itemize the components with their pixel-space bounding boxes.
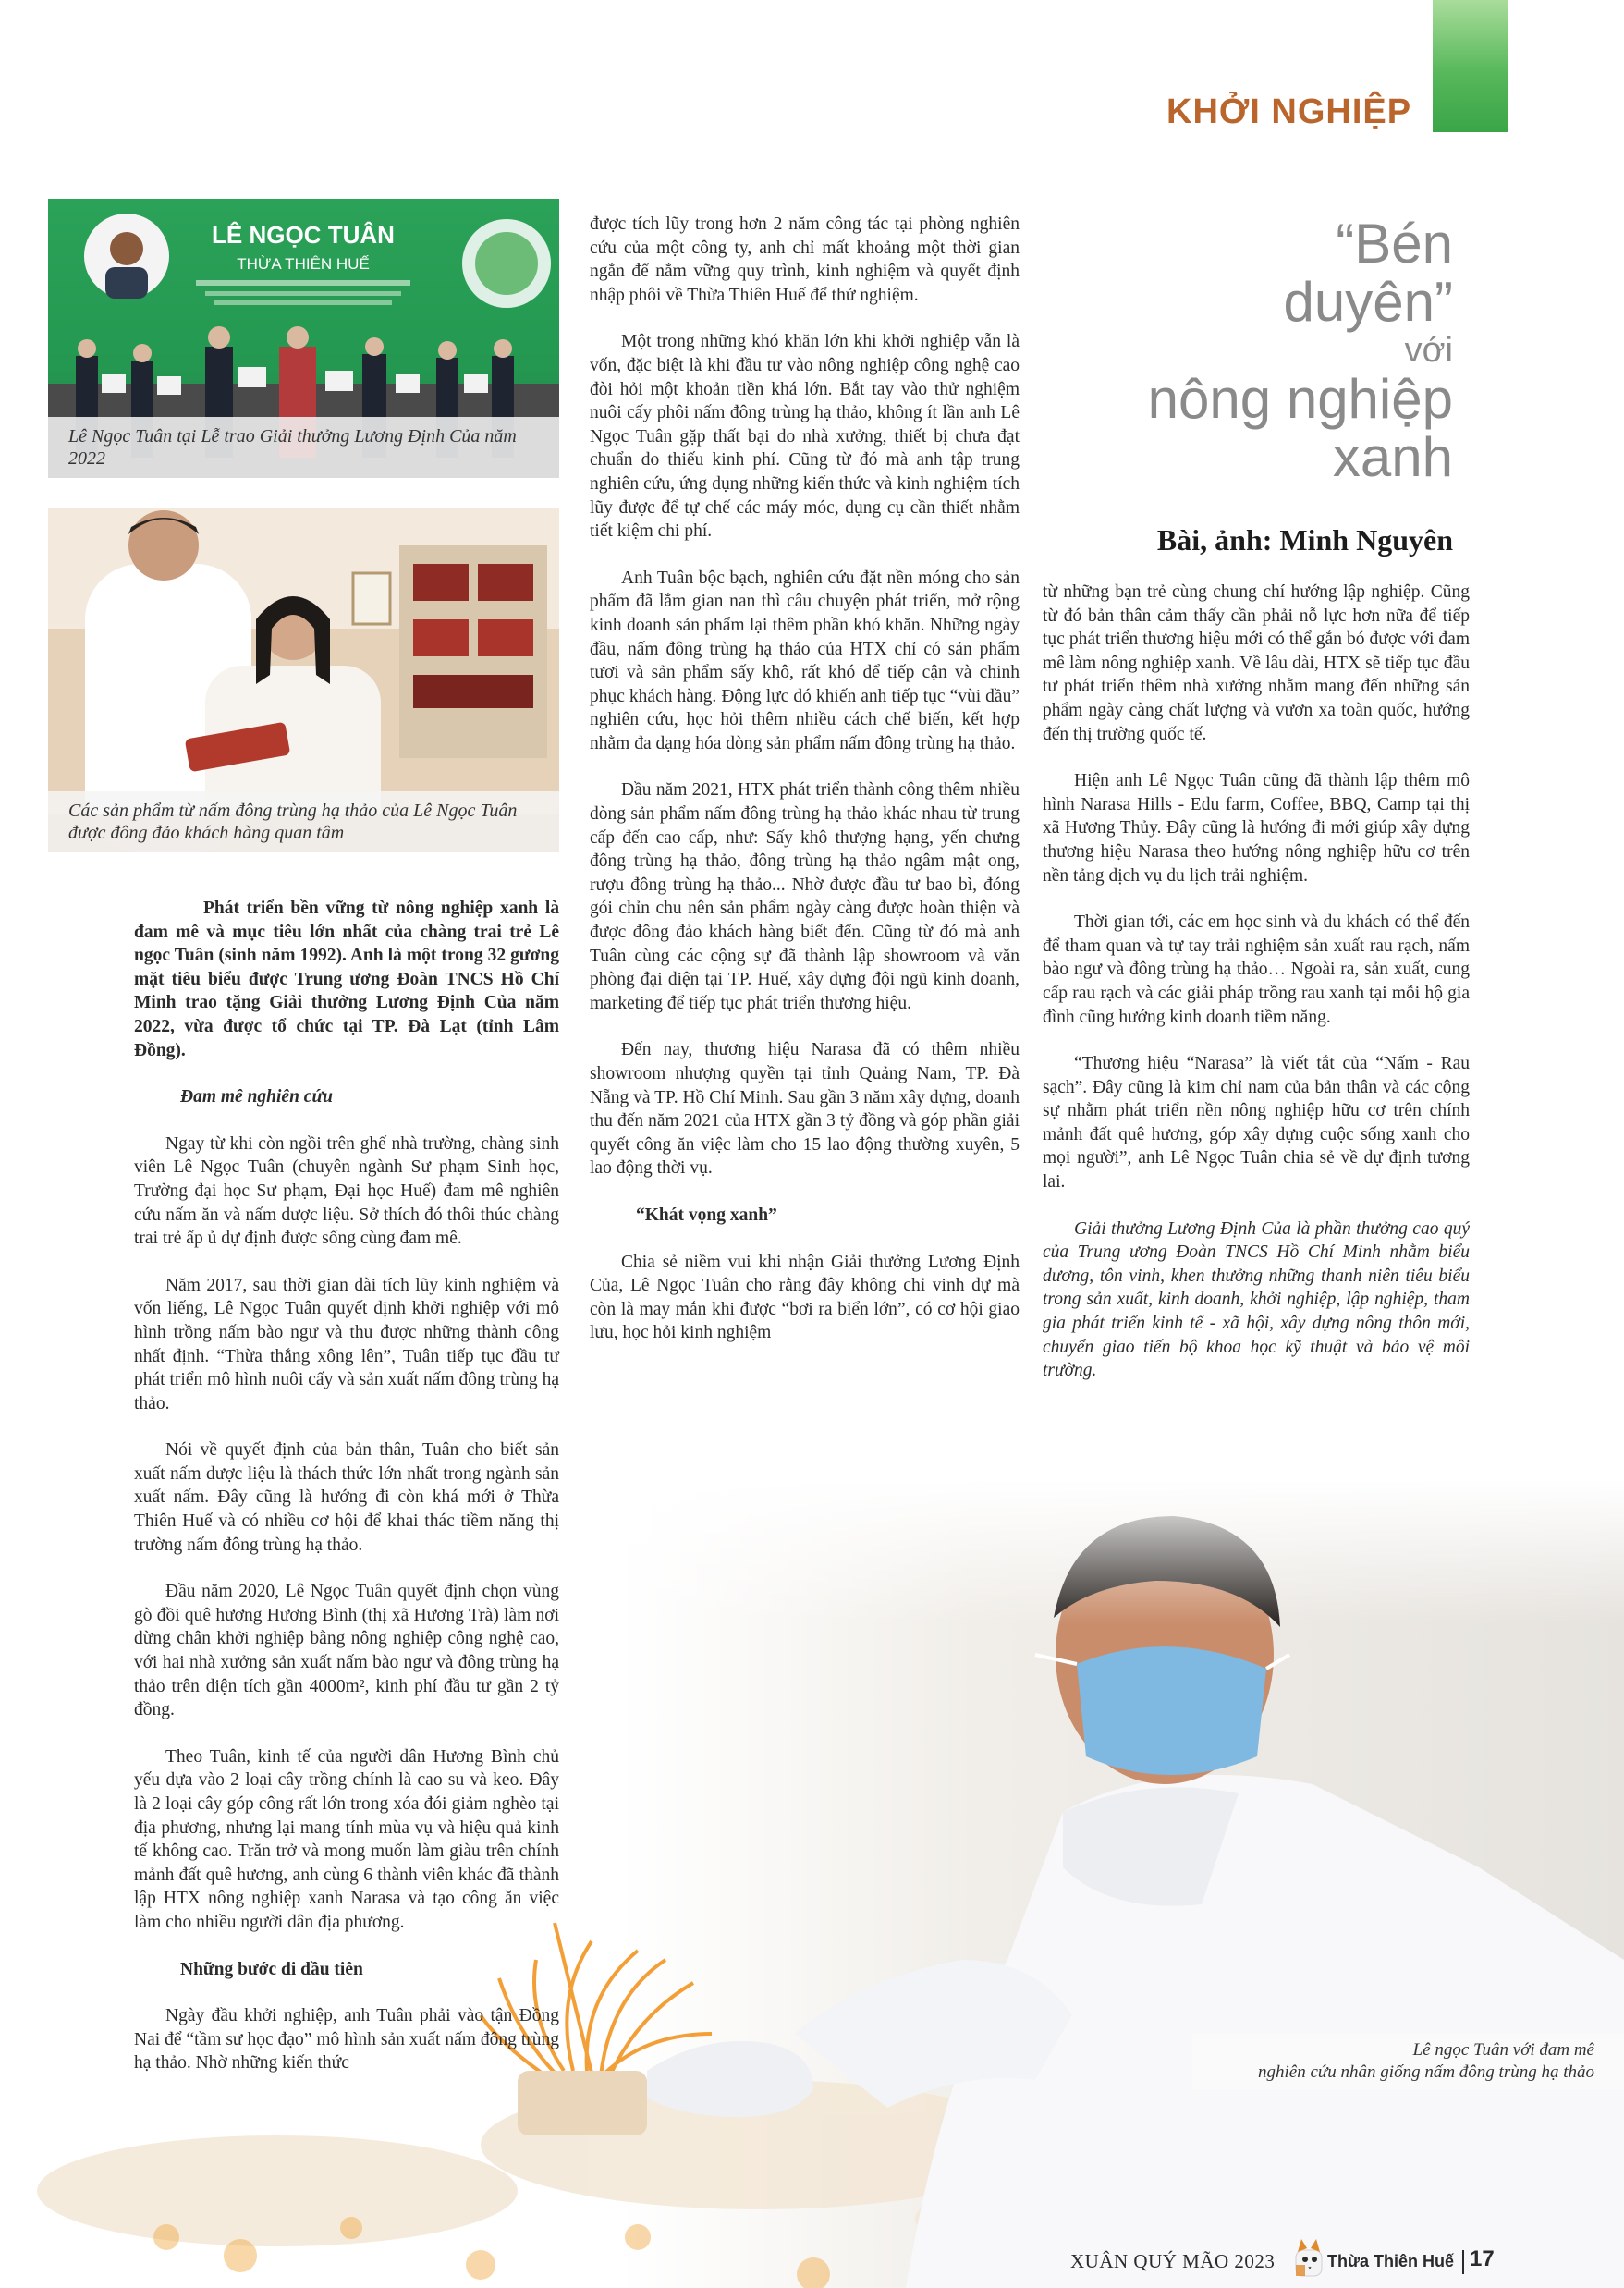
paragraph: Ngay từ khi còn ngồi trên ghế nhà trường, chàng sinh viên Lê Ngọc Tuân (chuyên ngành Sư phạm Sinh học, Trường đại học Sư phạm, Đại học Huế) đam mê nghiên cứu nấm ăn và nấm dược liệu. Sở thích đó thôi thúc chàng trai trẻ ấp ủ dự định được sống cùng đam mê. [134,1133,559,1249]
paragraph: Đến nay, thương hiệu Narasa đã có thêm nhiều showroom nhượng quyền tại tỉnh Quảng Nam, TP. Đà Nẵng và TP. Hồ Chí Minh. Sau gần 3 năm xây dựng, doanh thu đến năm 2021 của HTX gần 3 tỷ đồng và góp phần giải quyết công ăn việc làm cho 15 lao động thường xuyên, 5 lao động thời vụ. [590,1040,1020,1179]
subheading-dam-me: Đam mê nghiên cứu [180,1087,333,1107]
byline: Bài, ảnh: Minh Nguyên [1156,523,1453,557]
text-column-3 [1043,581,1470,1406]
page-footer [1043,2237,1593,2283]
paragraph: Thời gian tới, các em học sinh và du khách có thể đến để tham quan và tự tay trải nghiệm sản xuất rau rạch, nấm bào ngư và đông trùng hạ thảo… Ngoài ra, sản xuất, cung cấp rau rạch và các giải pháp trồng rau xanh tại mỗi hộ gia đình cũng hướng kinh doanh tiềm năng. [1043,912,1470,1027]
section-label: KHỞI NGHIỆP [1166,92,1412,131]
products-photo [48,508,559,852]
award-photo-caption: Lê Ngọc Tuân tại Lễ trao Giải thưởng Lương Định Của năm 2022 [48,417,559,478]
lead-paragraph: Phát triển bền vững từ nông nghiệp xanh là đam mê và mục tiêu lớn nhất của chàng trai trẻ Lê ngọc Tuân (sinh năm 1992). Anh là một trong 32 gương mặt tiêu biểu được Trung ương Đoàn TNCS Hồ Chí Minh trao tặng Giải thưởng Lương Định Của năm 2022, vừa được tổ chức tại TP. Đà Lạt (tỉnh Lâm Đồng). [134,899,559,1060]
paragraph: “Thương hiệu “Narasa” là viết tắt của “Nấm - Rau sạch”. Đây cũng là kim chỉ nam của bản thân và các cộng sự nhằm phát triển nền nông nghiệp hữu cơ trên chính mảnh đất quê hương, góp xây dựng cuộc sống xanh cho mọi người”, anh Lê Ngọc Tuân chia sẻ về dự định tương lai. [1043,1054,1470,1193]
paragraph: Đầu năm 2021, HTX phát triển thành công thêm nhiều dòng sản phẩm nấm đông trùng hạ thảo khác nhau từ trung cấp đến cao cấp, như: Sấy khô thượng hạng, yến chưng đông trùng hạ thảo, đông trùng hạ thảo ngâm mật ong, rượu đông trùng hạ thảo... Nhờ được đầu tư bao bì, đóng gói chỉn chu nên sản phẩm ngày càng được hoàn thiện và được đông đảo khách hàng biết đến. Cũng từ đó mà anh Tuân cùng các cộng sự đã thành lập showroom và văn phòng đại diện tại TP. Huế, xây dựng đội ngũ kinh doanh, marketing để tiếp tục phát triển thương hiệu. [590,780,1020,1013]
title-line: “Bén [1336,213,1453,275]
paragraph: Đầu năm 2020, Lê Ngọc Tuân quyết định chọn vùng gò đồi quê hương Hương Bình (thị xã Hương Trà) làm nơi dừng chân khởi nghiệp bằng nông nghiệp công nghệ cao, với hai nhà xưởng sản xuất nấm bào ngư và đông trùng hạ thảo trên diện tích gần 4000m², kinh phí đầu tư gần 2 tỷ đồng. [134,1582,559,1720]
products-photo-caption: Các sản phẩm từ nấm đông trùng hạ thảo của Lê Ngọc Tuân được đông đảo khách hàng quan tâm [48,791,559,852]
award-photo [48,199,559,478]
subheading-khat-vong: “Khát vọng xanh” [636,1205,777,1225]
paragraph: Hiện anh Lê Ngọc Tuân cũng đã thành lập thêm mô hình Narasa Hills - Edu farm, Coffee, BBQ, Camp tại thị xã Hương Thủy. Đây cũng là hướng đi mới giúp xây dựng thương hiệu Narasa theo hướng nông nghiệp hữu cơ trên nền tảng dịch vụ du lịch trải nghiệm. [1043,771,1470,886]
paragraph: Theo Tuân, kinh tế của người dân Hương Bình chủ yếu dựa vào 2 loại cây trồng chính là cao su và keo. Đây là 2 loại cây góp công rất lớn trong xóa đói giảm nghèo tại địa phương, nhưng lại mang tính mùa vụ và hiệu quả kinh tế không cao. Trăn trở và mong muốn làm giàu trên chính mảnh đất quê hương, anh cùng 6 thành viên khác đã thành lập HTX nông nghiệp xanh Narasa và tạo công ăn việc làm cho nhiều người dân địa phương. [134,1746,559,1932]
cat-logo-icon [1292,2237,1329,2280]
lab-caption-line-1: Lê ngọc Tuân với đam mê [1412,2040,1594,2060]
title-line: duyên” [1283,271,1453,333]
section-color-tab [1433,0,1508,132]
paragraph: Ngày đầu khởi nghiệp, anh Tuân phải vào tận Đồng Nai để “tầm sư học đạo” mô hình sản xuất nấm đông trùng hạ thảo. Nhờ những kiến thức [134,2006,559,2074]
paragraph: Nói về quyết định của bản thân, Tuân cho biết sản xuất nấm dược liệu là thách thức lớn nhất trong ngành sản xuất nấm. Đây cũng là hướng đi còn khá mới ở Thừa Thiên Huế và có nhiều cơ hội để khai thác tiềm năng thị trường nấm đông trùng hạ thảo. [134,1440,559,1555]
award-note-paragraph: Giải thưởng Lương Định Của là phần thưởng cao quý của Trung ương Đoàn TNCS Hồ Chí Minh nhằm biểu dương, tôn vinh, khen thưởng những thanh niên tiêu biểu trong sản xuất, kinh doanh, khởi nghiệp, lập nghiệp, tham gia phát triển kinh tế - xã hội, xây dựng nông thôn mới, chuyển giao tiến bộ khoa học kỹ thuật và bảo vệ môi trường. [1043,1218,1470,1381]
paragraph: Chia sẻ niềm vui khi nhận Giải thưởng Lương Định Của, Lê Ngọc Tuân cho rằng đây không chỉ vinh dự mà còn là may mắn khi được “bơi ra biển lớn”, có cơ hội giao lưu, học hỏi kinh nghiệm [590,1252,1020,1343]
text-column-1 [134,897,559,2098]
issue-label: XUÂN QUÝ MÃO 2023 [1070,2250,1276,2272]
paragraph: từ những bạn trẻ cùng chung chí hướng lập nghiệp. Cũng từ đó bản thân cảm thấy cần phải nỗ lực hơn nữa để tiếp tục phát triển thương hiệu mới có thể gắn bó được với đam mê làm nông nghiệp xanh. Về lâu dài, HTX sẽ tiếp tục đầu tư phát triển thêm nhà xưởng nhằm mang đến những sản phẩm ngày càng chất lượng và vươn xa toàn quốc, hướng đến thị trường quốc tế. [1043,582,1470,744]
award-banner-name: LÊ NGỌC TUÂN [212,221,395,249]
magazine-name: Thừa Thiên Huế [1327,2252,1455,2270]
paragraph: Anh Tuân bộc bạch, nghiên cứu đặt nền móng cho sản phẩm đã lắm gian nan thì câu chuyện phát triển, mở rộng kinh doanh sản phẩm lại thêm phần khó khăn. Những ngày đầu, nấm đông trùng hạ thảo của HTX chỉ có sản phẩm tươi và sản phẩm sấy khô, rất khó để tiếp cận và chinh phục khách hàng. Động lực đó khiến anh tiếp tục “vùi đầu” nghiên cứu, học hỏi thêm nhiều cách chế biến, kết hợp nhằm đa dạng hóa dòng sản phẩm nấm đông trùng hạ thảo. [590,568,1020,753]
award-banner-place: THỪA THIÊN HUẾ [237,255,370,273]
title-line: xanh [1332,426,1453,488]
page-number: 17 [1470,2246,1495,2271]
lab-caption-line-2: nghiên cứu nhân giống nấm đông trùng hạ thảo [1258,2062,1594,2082]
paragraph: Năm 2017, sau thời gian dài tích lũy kinh nghiệm và vốn liếng, Lê Ngọc Tuân quyết định khởi nghiệp với mô hình trồng nấm bào ngư và thu được những thành công nhất định. “Thừa thắng xông lên”, Tuân tiếp tục đầu tư phát triển mô hình nuôi cấy và sản xuất nấm đông trùng hạ thảo. [134,1275,559,1413]
title-line: nông nghiệp [1147,368,1453,430]
text-column-2 [590,213,1020,1368]
footer-divider [1462,2250,1464,2274]
paragraph: Một trong những khó khăn lớn khi khởi nghiệp vẫn là vốn, đặc biệt là khi đầu tư vào nông nghiệp công nghệ cao đòi hỏi một khoản tiền khá lớn. Bắt tay vào thử nghiệm nuôi cấy phôi nấm đông trùng hạ thảo, không ít lần anh Lê Ngọc Tuân gặp thất bại do nhà xưởng, thiết bị chưa đạt chuẩn do thiếu kinh phí. Cũng từ đó mà anh tập trung nghiên cứu, ứng dụng những kiến thức và kinh nghiệm tích lũy được để tự chế các máy móc, dụng cụ cần thiết nhằm tiết kiệm chi phí. [590,332,1020,542]
title-line: với [1404,331,1453,370]
lab-photo-caption [1192,2034,1624,2089]
article-title [1026,214,1453,486]
subheading-nhung-buoc: Những bước đi đầu tiên [180,1959,363,1979]
paragraph: được tích lũy trong hơn 2 năm công tác tại phòng nghiên cứu của một công ty, anh chỉ mất khoảng một thời gian ngắn để nắm vững quy trình, kinh nghiệm và quyết định nhập phôi về Thừa Thiên Huế để thử nghiệm. [590,214,1020,305]
